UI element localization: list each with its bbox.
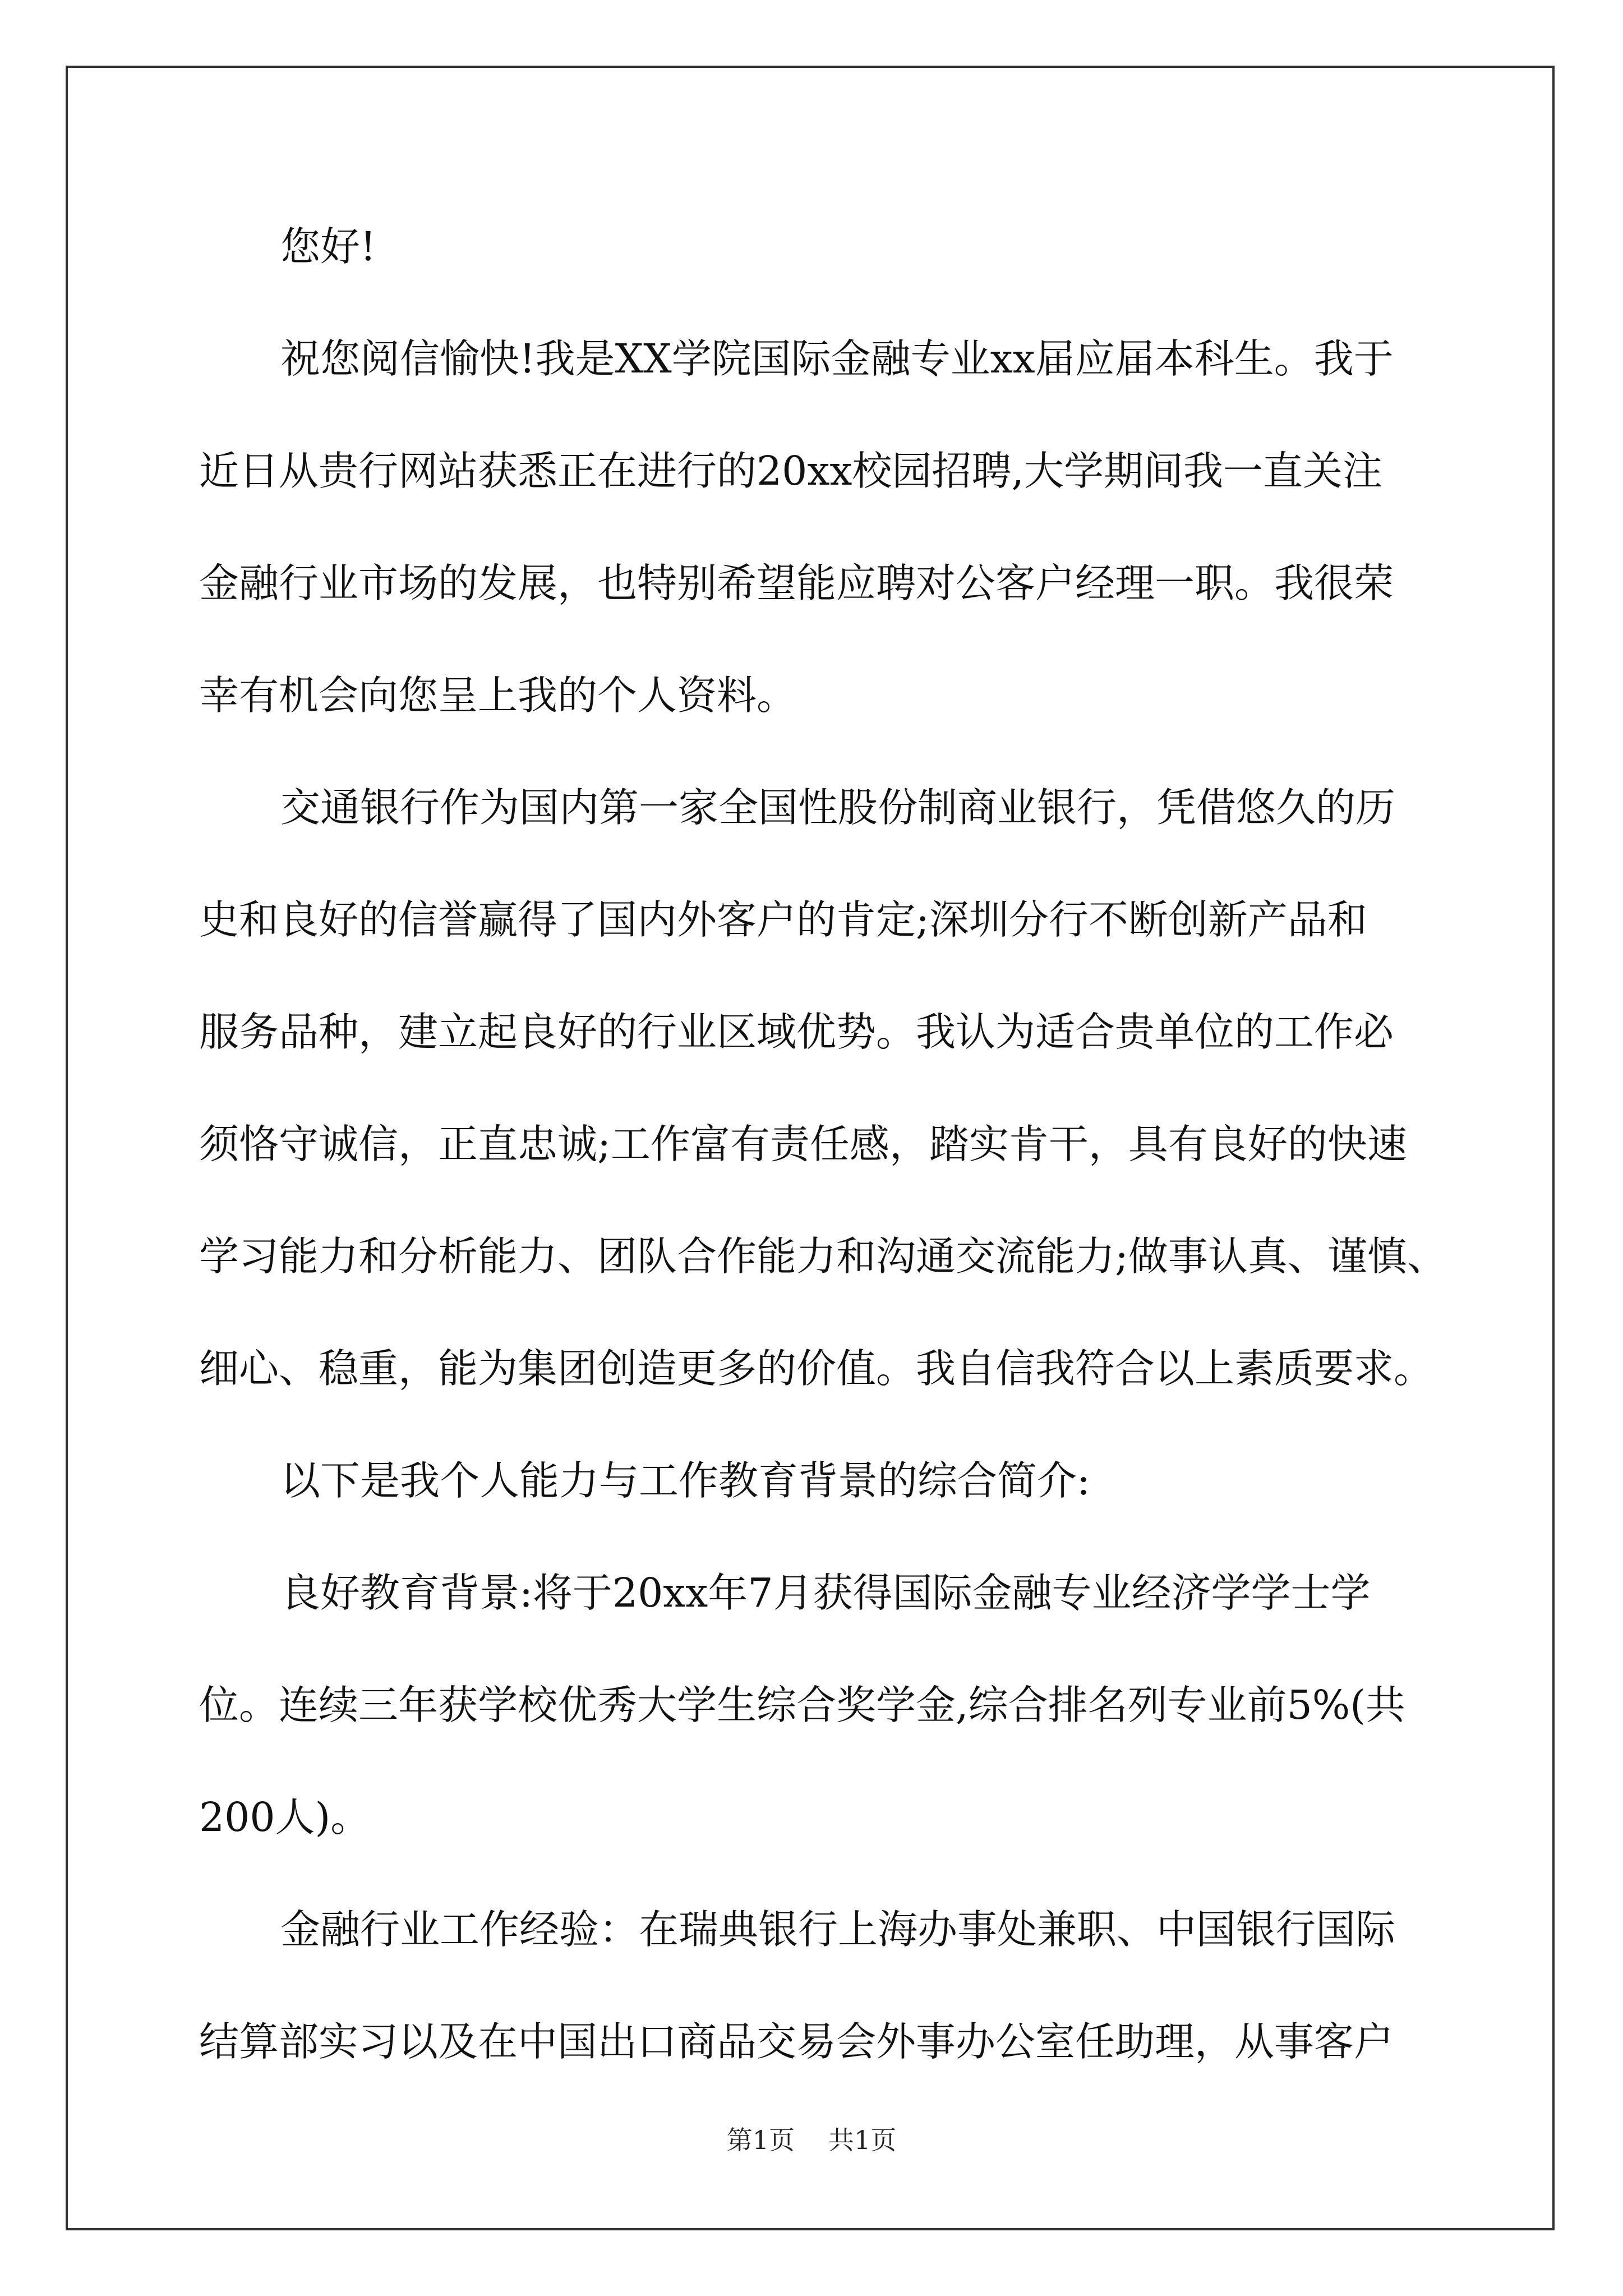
page-footer (0, 2123, 1623, 2157)
paragraph-1-line-3: 金融行业市场的发展，也特别希望能应聘对公客户经理一职。我很荣 (199, 560, 1394, 606)
paragraph-1-line-4: 幸有机会向您呈上我的个人资料。 (199, 672, 797, 719)
paragraph-1-line-2: 近日从贵行网站获悉正在进行的20xx校园招聘,大学期间我一直关注 (199, 448, 1382, 494)
paragraph-2-line-3: 服务品种，建立起良好的行业区域优势。我认为适合贵单位的工作必 (199, 1009, 1394, 1055)
paragraph-3-line-1: 以下是我个人能力与工作教育背景的综合简介: (280, 1457, 1090, 1504)
paragraph-4-line-2: 位。连续三年获学校优秀大学生综合奖学金,综合排名列专业前5%(共 (199, 1682, 1405, 1728)
paragraph-4-line-1: 良好教育背景:将于20xx年7月获得国际金融专业经济学学士学 (280, 1570, 1371, 1616)
page-number: 第1页 (726, 2125, 795, 2155)
paragraph-5-line-2: 结算部实习以及在中国出口商品交易会外事办公室任助理，从事客户 (199, 2018, 1394, 2065)
page-total: 共1页 (828, 2125, 897, 2155)
paragraph-2-line-2: 史和良好的信誉赢得了国内外客户的肯定;深圳分行不断创新产品和 (199, 896, 1367, 943)
paragraph-2-line-6: 细心、稳重，能为集团创造更多的价值。我自信我符合以上素质要求。 (199, 1345, 1434, 1392)
paragraph-2-line-4: 须恪守诚信，正直忠诚;工作富有责任感，踏实肯干，具有良好的快速 (199, 1121, 1407, 1167)
paragraph-5-line-1: 金融行业工作经验：在瑞典银行上海办事处兼职、中国银行国际 (280, 1906, 1396, 1953)
paragraph-2-line-1: 交通银行作为国内第一家全国性股份制商业银行，凭借悠久的历 (280, 784, 1396, 831)
paragraph-4-line-3: 200人)。 (199, 1794, 371, 1841)
paragraph-2-line-5: 学习能力和分析能力、团队合作能力和沟通交流能力;做事认真、谨慎、 (199, 1233, 1447, 1280)
greeting-line: 您好! (280, 223, 376, 270)
paragraph-1-line-1: 祝您阅信愉快!我是XX学院国际金融专业xx届应届本科生。我于 (280, 335, 1394, 382)
